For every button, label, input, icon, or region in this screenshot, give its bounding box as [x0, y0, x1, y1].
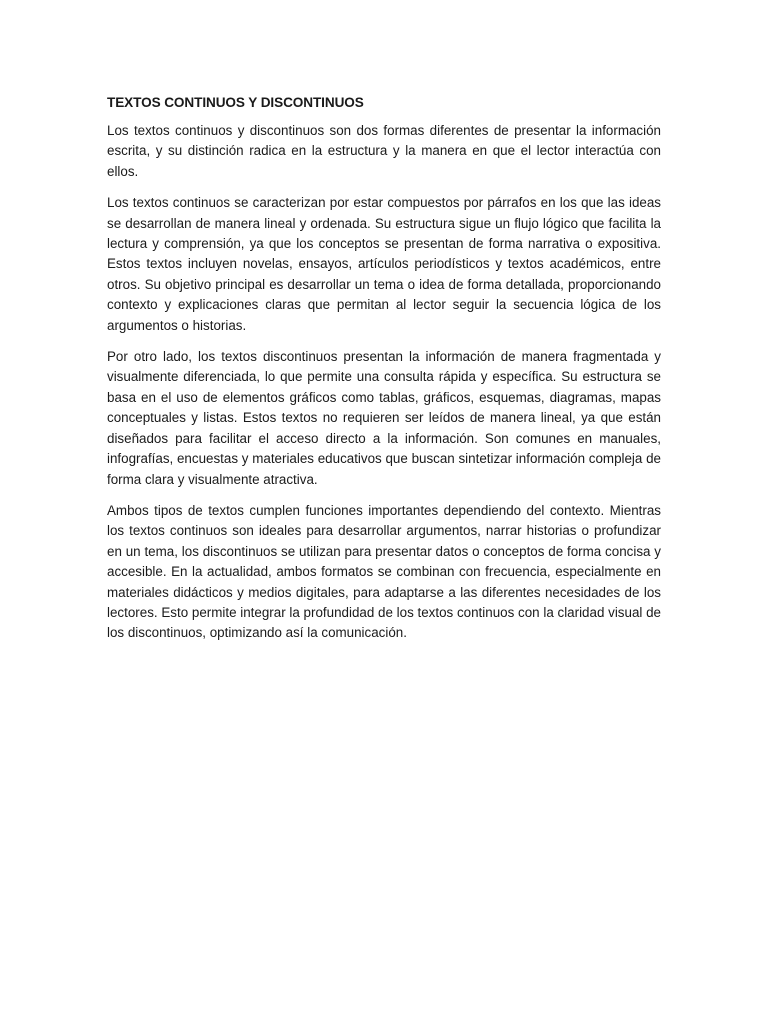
- document-title: TEXTOS CONTINUOS Y DISCONTINUOS: [107, 95, 364, 110]
- paragraph-conclusion: Ambos tipos de textos cumplen funciones importantes dependiendo del contexto. Mientras los textos continuos son ideales para desarrollar argumentos, narrar historias o profundizar en un tema, los discontinuos se utilizan para presentar datos o conceptos de forma concisa y accesible. En la actualidad, ambos formatos se combinan con frecuencia, especialmente en materiales didácticos y medios digitales, para adaptarse a las diferentes necesidades de los lectores. Esto permite integrar la profundidad de los textos continuos con la claridad visual de los discontinuos, optimizando así la comunicación.: [107, 502, 661, 641]
- paragraph-discontinuous-texts: Por otro lado, los textos discontinuos presentan la información de manera fragmentada y visualmente diferenciada, lo que permite una consulta rápida y específica. Su estructura se basa en el uso de elementos gráficos como tablas, gráficos, esquemas, diagramas, mapas conceptuales y listas. Estos textos no requieren ser leídos de manera lineal, ya que están diseñados para facilitar el acceso directo a la información. Son comunes en manuales, infografías, encuestas y materiales educativos que buscan sintetizar información compleja de forma clara y visualmente atractiva.: [107, 349, 661, 487]
- paragraph-continuous-texts: Los textos continuos se caracterizan por estar compuestos por párrafos en los que las ideas se desarrollan de manera lineal y ordenada. Su estructura sigue un flujo lógico que facilita la lectura y comprensión, ya que los conceptos se presentan de forma narrativa o expositiva. Estos textos incluyen novelas, ensayos, artículos periodísticos y textos académicos, entre otros. Su objetivo principal es desarrollar un tema o idea de forma detallada, proporcionando contexto y explicaciones claras que permitan al lector seguir la secuencia lógica de los argumentos o historias.: [107, 195, 661, 333]
- document-body: [107, 93, 661, 655]
- paragraph-intro: Los textos continuos y discontinuos son dos formas diferentes de presentar la información escrita, y su distinción radica en la estructura y la manera en que el lector interactúa con ellos.: [107, 123, 661, 179]
